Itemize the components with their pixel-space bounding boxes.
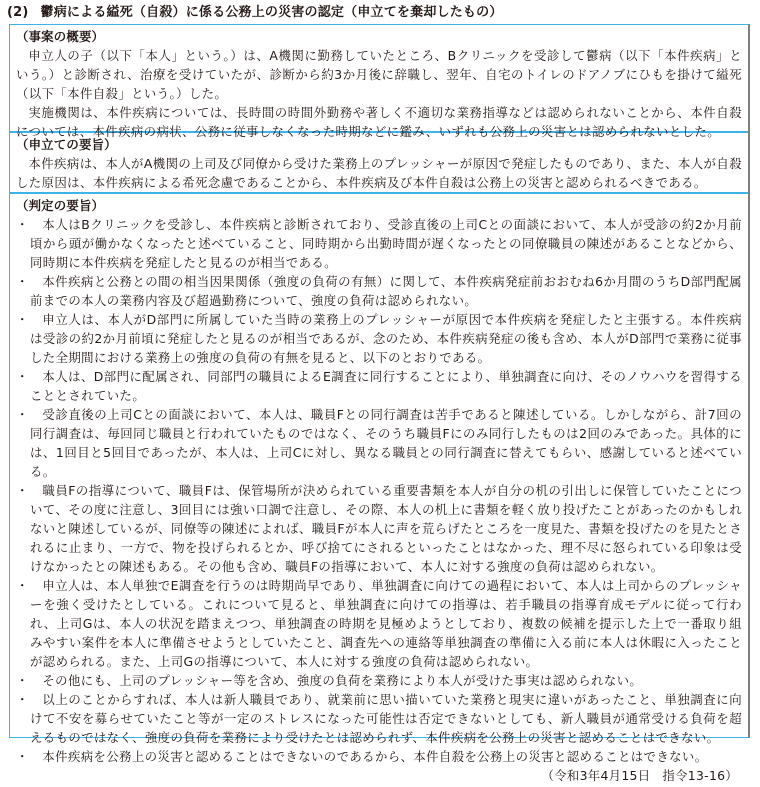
bullet-mark: ・ [16, 217, 29, 232]
list-item [16, 215, 742, 272]
citation-order: 指令13-16） [662, 768, 738, 783]
bullet-mark: ・ [16, 578, 29, 593]
list-item-text: 本人はBクリニックを受診し、本件疾病と診断されており、受診直後の上司Cとの面談において、本人が受診の約2か月前頃から頭が働かなくなったと述べていること、同時期から出勤時間が遅くなったとの同僚職員の陳述があることなどから、同時期に本件疾病を発症したと見るのが相当である。 [30, 217, 742, 270]
list-item-text: 申立人は、本人がD部門に所属していた当時の業務上のプレッシャーが原因で本件疾病を発症したと主張する。本件疾病は受診の約2か月前頃に発症したと見るのが相当であるが、念のため、本件疾病発症の後も含め、本人がD部門で業務に従事した全期間における業務上の強度の負荷の有無を見ると、以下のとおりである。 [30, 312, 742, 365]
list-item-text: 本件疾病を公務上の災害と認めることはできないのであるから、本件自殺を公務上の災害と認めることはできない。 [42, 749, 708, 764]
list-item [16, 671, 742, 690]
bullet-mark: ・ [16, 312, 29, 327]
list-item [16, 405, 742, 481]
paragraph: 申立人の子（以下「本人」という。）は、A機関に勤務していたところ、Bクリニックを受診して鬱病（以下「本件疾病」という。）と診断され、治療を受けていたが、診断から約3か月後に辞職し、翌年、自宅のトイレのドアノブにひもを掛けて縊死（以下「本件自殺」という。）した。 [16, 48, 742, 101]
document-title [7, 3, 503, 22]
section-heading: （判定の要旨） [16, 198, 105, 213]
list-item [16, 310, 742, 367]
paragraph: 本件疾病は、本人がA機関の上司及び同僚から受けた業務上のプレッシャーが原因で発症したものであり、また、本人が自殺した原因は、本件疾病による希死念慮であることから、本件疾病及び本件自殺は公務上の災害と認められるべきである。 [16, 156, 742, 190]
section-claim [10, 133, 748, 194]
list-item-text: 本人は、D部門に配属され、同部門の職員によるE調査に同行することにより、単独調査に向け、そのノウハウを習得することとされていた。 [30, 369, 742, 403]
title-text: 鬱病による縊死（自殺）に係る公務上の災害の認定（申立てを棄却したもの） [40, 5, 503, 20]
list-item-text: 以上のことからすれば、本人は新人職員であり、就業前に思い描いていた業務と現実に違いがあったこと、単独調査に向けて不安を募らせていたこと等が一定のストレスになった可能性は否定できないとしても、新人職員が通常受ける負荷を超えるものではなく、強度の負荷を業務により受けたとは認められず、本件疾病を公務上の災害と認めることはできない。 [30, 692, 742, 745]
bullet-mark: ・ [16, 369, 29, 384]
list-item [16, 690, 742, 747]
section-judgment [10, 194, 748, 787]
list-item [16, 481, 742, 576]
bullet-mark: ・ [16, 274, 29, 289]
list-item-text: 受診直後の上司Cとの面談において、本人は、職員Fとの同行調査は苦手であると陳述している。しかしながら、計7回の同行調査は、毎回同じ職員と行われていたものではなく、そのうち職員Fにのみ同行したものは2回のみであった。具体的には、1回目と5回目であったが、本人は、上司Cに対し、異なる職員との同行調査に替えてもらい、感謝していると述べている。 [30, 407, 742, 479]
list-item-text: 職員Fの指導について、職員Fは、保管場所が決められている重要書類を本人が自分の机の引出しに保管していたことについて、その度に注意し、3回目には強い口調で注意し、その際、本人の机上に書類を軽く放り投げたことがあったのかもしれないと陳述しているが、同僚等の陳述によれば、職員Fが本人に声を荒らげたところを一度見た、書類を投げたのを見たとされるに止まり、一方で、物を投げられるとか、呼び捨てにされるといったことはなかった、理不尽に怒られている印象は受けなかったとの陳述もある。その他も含め、職員Fの指導において、本人に対する強度の負荷は認められない。 [30, 483, 742, 574]
paragraph: 実施機関は、本件疾病については、長時間の時間外勤務や著しく不適切な業務指導などは認められないことから、本件自殺については、本件疾病の病状、公務に従事しなくなった時期などに鑑み、いずれも公務上の災害とは認められないとした。 [16, 105, 742, 139]
list-item [16, 272, 742, 310]
list-item [16, 367, 742, 405]
section-heading: （事案の概要） [16, 29, 105, 44]
list-item-text: その他にも、上司のプレッシャー等を含め、強度の負荷を業務により本人が受けた事実は認められない。 [42, 673, 643, 688]
citation-date: （令和3年4月15日 [541, 768, 651, 783]
bullet-mark: ・ [16, 483, 29, 498]
section-overview [10, 25, 748, 139]
title-number: (2) [7, 5, 29, 20]
case-box [9, 24, 750, 783]
bullet-mark: ・ [16, 749, 29, 764]
bullet-mark: ・ [16, 407, 29, 422]
list-item [16, 747, 742, 766]
section-heading: （申立ての要旨） [16, 137, 117, 152]
bullet-mark: ・ [16, 673, 29, 688]
bullet-mark: ・ [16, 692, 29, 707]
citation [16, 766, 742, 785]
list-item-text: 申立人は、本人単独でE調査を行うのは時期尚早であり、単独調査に向けての過程において、本人は上司からのプレッシャーを強く受けたとしている。これについて見ると、単独調査に向けての指導は、若手職員の指導育成モデルに従って行われ、上司Gは、本人の状況を踏まえつつ、単独調査の時期を見極めようとしており、複数の候補を提示した上で一番取り組みやすい案件を本人に準備させようとしていたこと、調査先への連絡等単独調査の準備に入る前に本人は休暇に入ったことが認められる。また、上司Gの指導について、本人に対する強度の負荷は認められない。 [30, 578, 742, 669]
list-item-text: 本件疾病と公務との間の相当因果関係（強度の負荷の有無）に関して、本件疾病発症前おおむね6か月間のうちD部門配属前までの本人の業務内容及び超過勤務について、強度の負荷は認められない。 [30, 274, 742, 308]
list-item [16, 576, 742, 671]
